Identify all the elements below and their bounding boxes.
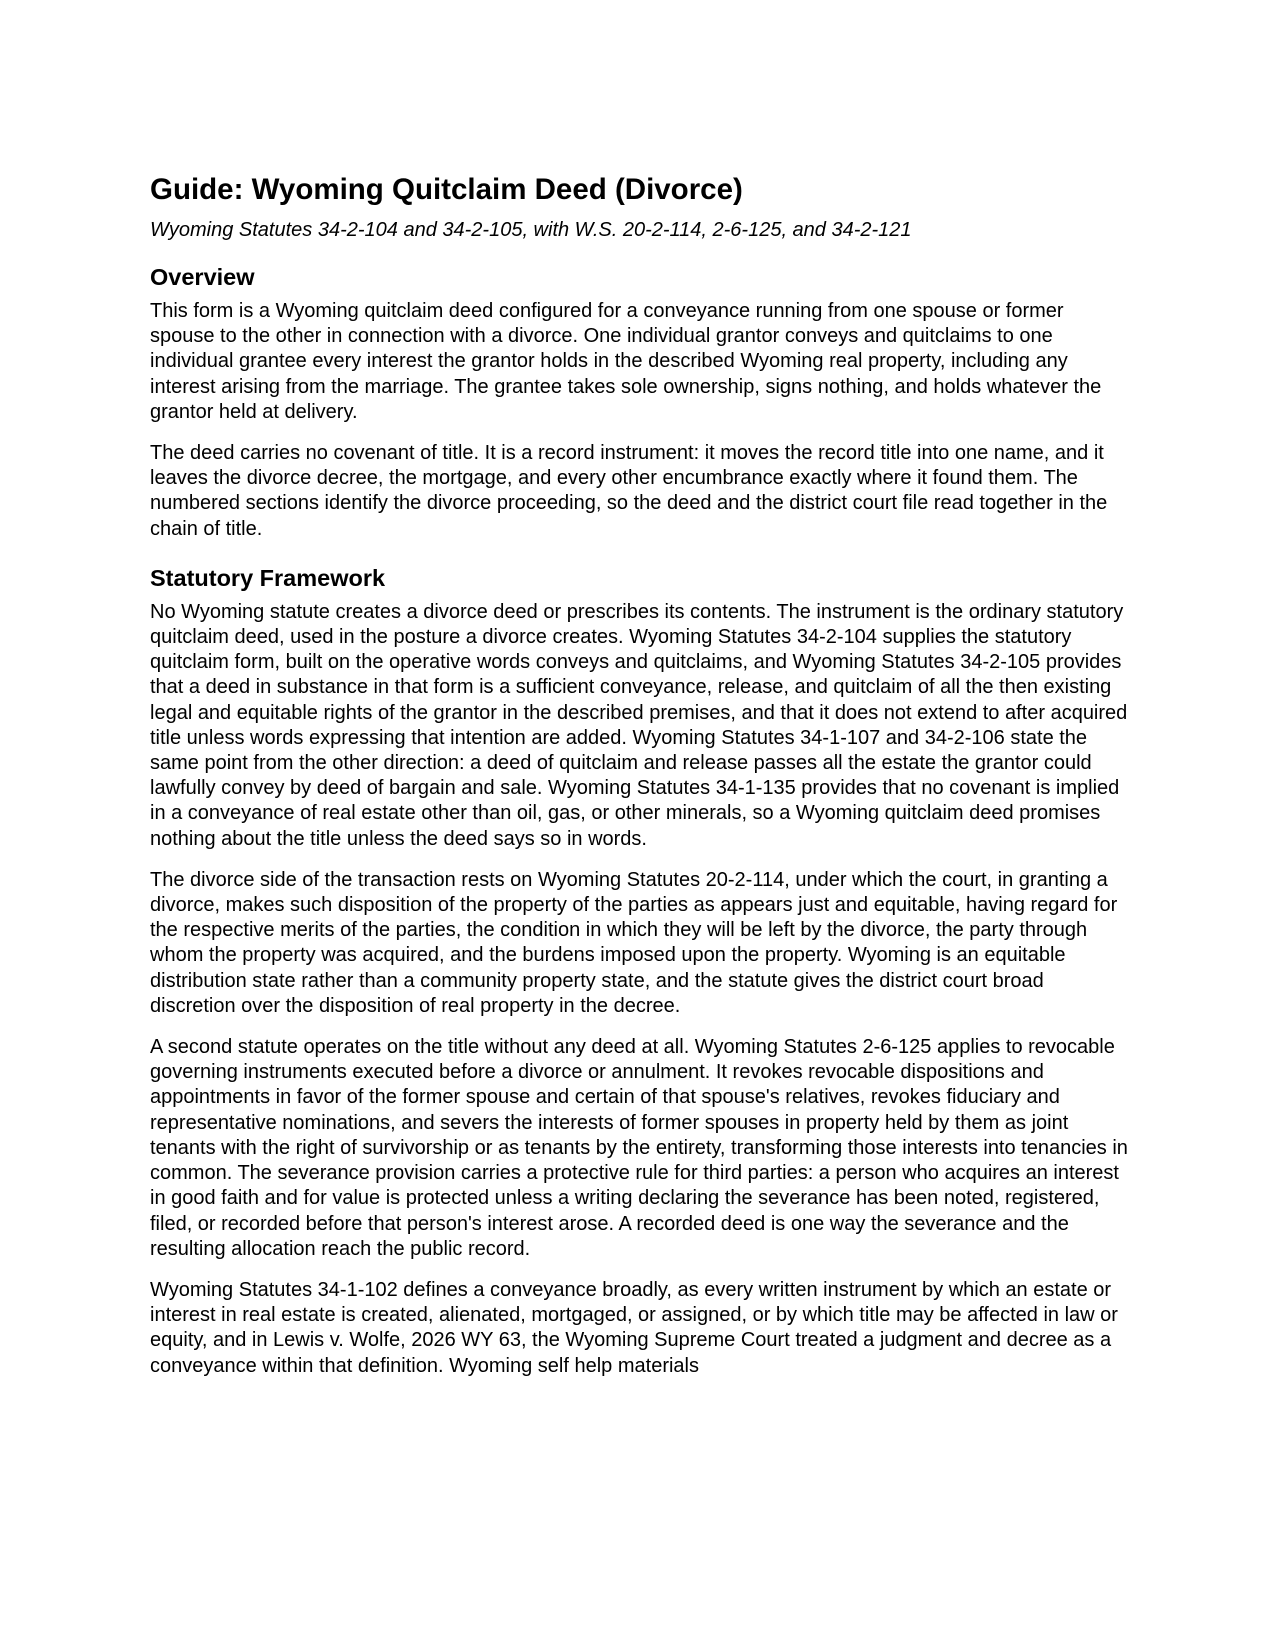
document-page [150,172,1130,1395]
statutory-framework-paragraph: The divorce side of the transaction rests on Wyoming Statutes 20-2-114, under which the court, in granting a divorce, makes such disposition of the property of the parties as appears just and equitable, having regard for the respective merits of the parties, the condition in which they will be left by the divorce, the party through whom the property was acquired, and the burdens imposed upon the property. Wyoming is an equitable distribution state rather than a community property state, and the statute gives the district court broad discretion over the disposition of real property in the decree. [150,868,1118,1017]
statutory-framework-paragraph: Wyoming Statutes 34-1-102 defines a conveyance broadly, as every written instrument by which an estate or interest in real estate is created, alienated, mortgaged, or assigned, or by which title may be affected in law or equity, and in Lewis v. Wolfe, 2026 WY 63, the Wyoming Supreme Court treated a judgment and decree as a conveyance within that definition. Wyoming self help materials [150,1278,1118,1377]
section-overview [150,263,1130,542]
overview-paragraph: This form is a Wyoming quitclaim deed configured for a conveyance running from one spouse or former spouse to the other in connection with a divorce. One individual grantor conveys and quitclaims to one individual grantee every interest the grantor holds in the described Wyoming real property, including any interest arising from the marriage. The grantee takes sole ownership, signs nothing, and holds whatever the grantor held at delivery. [150,300,1102,423]
document-subtitle: Wyoming Statutes 34-2-104 and 34-2-105, with W.S. 20-2-114, 2-6-125, and 34-2-121 [150,219,912,241]
statutory-framework-paragraph: A second statute operates on the title without any deed at all. Wyoming Statutes 2-6-125 applies to revocable governing instruments executed before a divorce or annulment. It revokes revocable dispositions and appointments in favor of the former spouse and certain of that spouse's relatives, revokes fiduciary and representative nominations, and severs the interests of former spouses in property held by them as joint tenants with the right of survivorship or as tenants by the entirety, transforming those interests into tenancies in common. The severance provision carries a protective rule for third parties: a person who acquires an interest in good faith and for value is protected unless a writing declaring the severance has been noted, registered, filed, or recorded before that person's interest arose. A recorded deed is one way the severance and the resulting allocation reach the public record. [150,1036,1128,1260]
overview-paragraph: The deed carries no covenant of title. It is a record instrument: it moves the record title into one name, and it leaves the divorce decree, the mortgage, and every other encumbrance exactly where it found them. The numbered sections identify the divorce proceeding, so the deed and the district court file read together in the chain of title. [150,442,1108,540]
section-statutory-framework [150,564,1130,1379]
section-heading-overview: Overview [150,264,255,290]
statutory-framework-paragraph: No Wyoming statute creates a divorce deed or prescribes its contents. The instrument is the ordinary statutory quitclaim deed, used in the posture a divorce creates. Wyoming Statutes 34-2-104 supplies the statutory quitclaim form, built on the operative words conveys and quitclaims, and Wyoming Statutes 34-2-105 provides that a deed in substance in that form is a sufficient conveyance, release, and quitclaim of all the then existing legal and equitable rights of the grantor in the described premises, and that it does not extend to after acquired title unless words expressing that intention are added. Wyoming Statutes 34-1-107 and 34-2-106 state the same point from the other direction: a deed of quitclaim and release passes all the estate the grantor could lawfully convey by deed of bargain and sale. Wyoming Statutes 34-1-135 provides that no covenant is implied in a conveyance of real estate other than oil, gas, or other minerals, so a Wyoming quitclaim deed promises nothing about the title unless the deed says so in words. [150,600,1128,850]
section-heading-statutory-framework: Statutory Framework [150,564,386,591]
document-title: Guide: Wyoming Quitclaim Deed (Divorce) [150,173,743,206]
